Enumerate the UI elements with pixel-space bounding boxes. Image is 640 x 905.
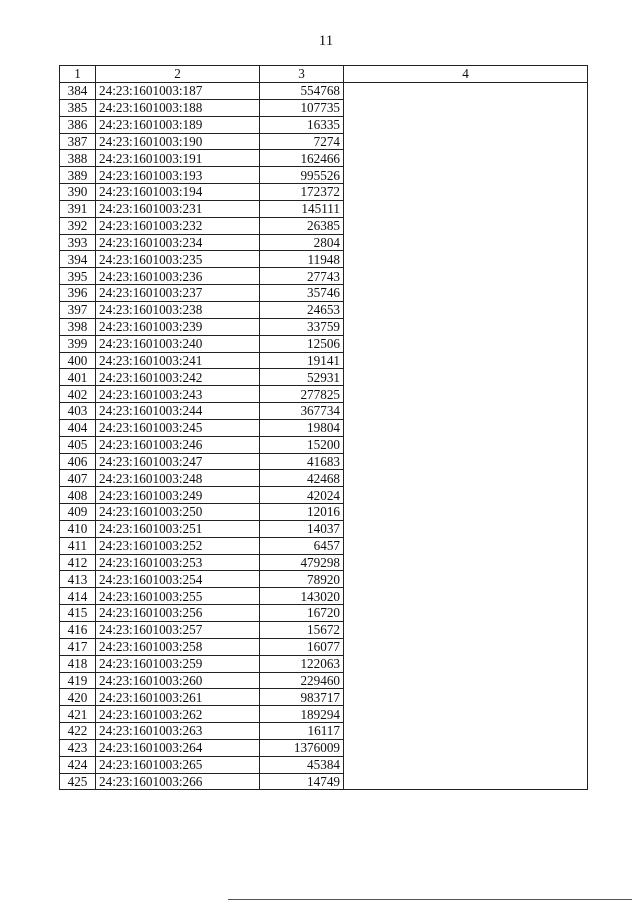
area-cell: 189294: [260, 706, 344, 723]
header-col-4: 4: [344, 66, 588, 83]
cadastral-number-cell: 24:23:1601003:248: [96, 470, 260, 487]
row-number-cell: 408: [60, 487, 96, 504]
row-number-cell: 403: [60, 403, 96, 420]
row-number-cell: 400: [60, 352, 96, 369]
row-number-cell: 420: [60, 689, 96, 706]
row-number-cell: 422: [60, 723, 96, 740]
cadastral-number-cell: 24:23:1601003:257: [96, 622, 260, 639]
cadastral-number-cell: 24:23:1601003:255: [96, 588, 260, 605]
area-cell: 42468: [260, 470, 344, 487]
cadastral-number-cell: 24:23:1601003:259: [96, 655, 260, 672]
cadastral-number-cell: 24:23:1601003:194: [96, 184, 260, 201]
area-cell: 19804: [260, 419, 344, 436]
area-cell: 367734: [260, 403, 344, 420]
row-number-cell: 413: [60, 571, 96, 588]
cadastral-number-cell: 24:23:1601003:234: [96, 234, 260, 251]
table-body: [60, 83, 588, 790]
page-number: 11: [318, 33, 334, 49]
cadastral-number-cell: 24:23:1601003:236: [96, 268, 260, 285]
cadastral-number-cell: 24:23:1601003:256: [96, 605, 260, 622]
row-number-cell: 424: [60, 756, 96, 773]
row-number-cell: 390: [60, 184, 96, 201]
row-number-cell: 404: [60, 419, 96, 436]
area-cell: 15672: [260, 622, 344, 639]
row-number-cell: 388: [60, 150, 96, 167]
cadastral-number-cell: 24:23:1601003:253: [96, 554, 260, 571]
area-cell: 42024: [260, 487, 344, 504]
cadastral-number-cell: 24:23:1601003:249: [96, 487, 260, 504]
row-number-cell: 421: [60, 706, 96, 723]
header-col-3: 3: [260, 66, 344, 83]
cadastral-number-cell: 24:23:1601003:247: [96, 453, 260, 470]
area-cell: 172372: [260, 184, 344, 201]
header-row: [60, 66, 588, 83]
row-number-cell: 386: [60, 116, 96, 133]
cadastral-number-cell: 24:23:1601003:266: [96, 773, 260, 790]
cadastral-number-cell: 24:23:1601003:263: [96, 723, 260, 740]
area-cell: 16335: [260, 116, 344, 133]
cadastral-number-cell: 24:23:1601003:250: [96, 504, 260, 521]
row-number-cell: 401: [60, 369, 96, 386]
cadastral-number-cell: 24:23:1601003:190: [96, 133, 260, 150]
area-cell: 15200: [260, 436, 344, 453]
area-cell: 78920: [260, 571, 344, 588]
cadastral-number-cell: 24:23:1601003:231: [96, 200, 260, 217]
area-cell: 2804: [260, 234, 344, 251]
area-cell: 6457: [260, 537, 344, 554]
area-cell: 12506: [260, 335, 344, 352]
area-cell: 122063: [260, 655, 344, 672]
footer-rule: [228, 899, 632, 900]
cadastral-number-cell: 24:23:1601003:235: [96, 251, 260, 268]
cadastral-number-cell: 24:23:1601003:188: [96, 99, 260, 116]
cadastral-number-cell: 24:23:1601003:246: [96, 436, 260, 453]
cadastral-number-cell: 24:23:1601003:189: [96, 116, 260, 133]
row-number-cell: 415: [60, 605, 96, 622]
area-cell: 16117: [260, 723, 344, 740]
row-number-cell: 395: [60, 268, 96, 285]
header-col-2: 2: [96, 66, 260, 83]
row-number-cell: 407: [60, 470, 96, 487]
row-number-cell: 384: [60, 83, 96, 100]
area-cell: 27743: [260, 268, 344, 285]
cadastral-number-cell: 24:23:1601003:252: [96, 537, 260, 554]
row-number-cell: 423: [60, 739, 96, 756]
area-cell: 19141: [260, 352, 344, 369]
cadastral-number-cell: 24:23:1601003:241: [96, 352, 260, 369]
row-number-cell: 406: [60, 453, 96, 470]
area-cell: 162466: [260, 150, 344, 167]
cadastral-number-cell: 24:23:1601003:261: [96, 689, 260, 706]
area-cell: 983717: [260, 689, 344, 706]
area-cell: 16720: [260, 605, 344, 622]
row-number-cell: 416: [60, 622, 96, 639]
cadastral-number-cell: 24:23:1601003:265: [96, 756, 260, 773]
cadastral-number-cell: 24:23:1601003:187: [96, 83, 260, 100]
cadastral-number-cell: 24:23:1601003:238: [96, 301, 260, 318]
cadastral-number-cell: 24:23:1601003:262: [96, 706, 260, 723]
area-cell: 14749: [260, 773, 344, 790]
area-cell: 33759: [260, 318, 344, 335]
row-number-cell: 425: [60, 773, 96, 790]
row-number-cell: 417: [60, 638, 96, 655]
row-number-cell: 405: [60, 436, 96, 453]
area-cell: 26385: [260, 217, 344, 234]
row-number-cell: 409: [60, 504, 96, 521]
cadastral-number-cell: 24:23:1601003:242: [96, 369, 260, 386]
area-cell: 479298: [260, 554, 344, 571]
cadastral-number-cell: 24:23:1601003:260: [96, 672, 260, 689]
row-number-cell: 393: [60, 234, 96, 251]
cadastral-number-cell: 24:23:1601003:254: [96, 571, 260, 588]
area-cell: 995526: [260, 167, 344, 184]
area-cell: 11948: [260, 251, 344, 268]
area-cell: 1376009: [260, 739, 344, 756]
row-number-cell: 392: [60, 217, 96, 234]
area-cell: 554768: [260, 83, 344, 100]
row-number-cell: 419: [60, 672, 96, 689]
area-cell: 45384: [260, 756, 344, 773]
row-number-cell: 412: [60, 554, 96, 571]
cadastral-number-cell: 24:23:1601003:258: [96, 638, 260, 655]
area-cell: 107735: [260, 99, 344, 116]
row-number-cell: 411: [60, 537, 96, 554]
row-number-cell: 389: [60, 167, 96, 184]
row-number-cell: 397: [60, 301, 96, 318]
cadastral-number-cell: 24:23:1601003:239: [96, 318, 260, 335]
row-number-cell: 394: [60, 251, 96, 268]
row-number-cell: 402: [60, 386, 96, 403]
row-number-cell: 385: [60, 99, 96, 116]
cadastral-number-cell: 24:23:1601003:191: [96, 150, 260, 167]
area-cell: 16077: [260, 638, 344, 655]
area-cell: 14037: [260, 520, 344, 537]
area-cell: 143020: [260, 588, 344, 605]
area-cell: 12016: [260, 504, 344, 521]
cadastral-number-cell: 24:23:1601003:251: [96, 520, 260, 537]
area-cell: 35746: [260, 285, 344, 302]
area-cell: 277825: [260, 386, 344, 403]
row-number-cell: 391: [60, 200, 96, 217]
cadastral-number-cell: 24:23:1601003:232: [96, 217, 260, 234]
notes-cell: [344, 83, 588, 790]
cadastral-number-cell: 24:23:1601003:244: [96, 403, 260, 420]
area-cell: 145111: [260, 200, 344, 217]
row-number-cell: 414: [60, 588, 96, 605]
cadastral-number-cell: 24:23:1601003:264: [96, 739, 260, 756]
cadastral-number-cell: 24:23:1601003:240: [96, 335, 260, 352]
area-cell: 24653: [260, 301, 344, 318]
row-number-cell: 398: [60, 318, 96, 335]
header-col-1: 1: [60, 66, 96, 83]
cadastral-number-cell: 24:23:1601003:243: [96, 386, 260, 403]
cadastral-number-cell: 24:23:1601003:237: [96, 285, 260, 302]
row-number-cell: 410: [60, 520, 96, 537]
row-number-cell: 399: [60, 335, 96, 352]
cadastral-number-cell: 24:23:1601003:245: [96, 419, 260, 436]
row-number-cell: 396: [60, 285, 96, 302]
area-cell: 41683: [260, 453, 344, 470]
area-cell: 52931: [260, 369, 344, 386]
table-row: [60, 83, 588, 100]
area-cell: 229460: [260, 672, 344, 689]
cadastral-number-cell: 24:23:1601003:193: [96, 167, 260, 184]
row-number-cell: 418: [60, 655, 96, 672]
land-plot-table: [59, 65, 588, 790]
row-number-cell: 387: [60, 133, 96, 150]
area-cell: 7274: [260, 133, 344, 150]
